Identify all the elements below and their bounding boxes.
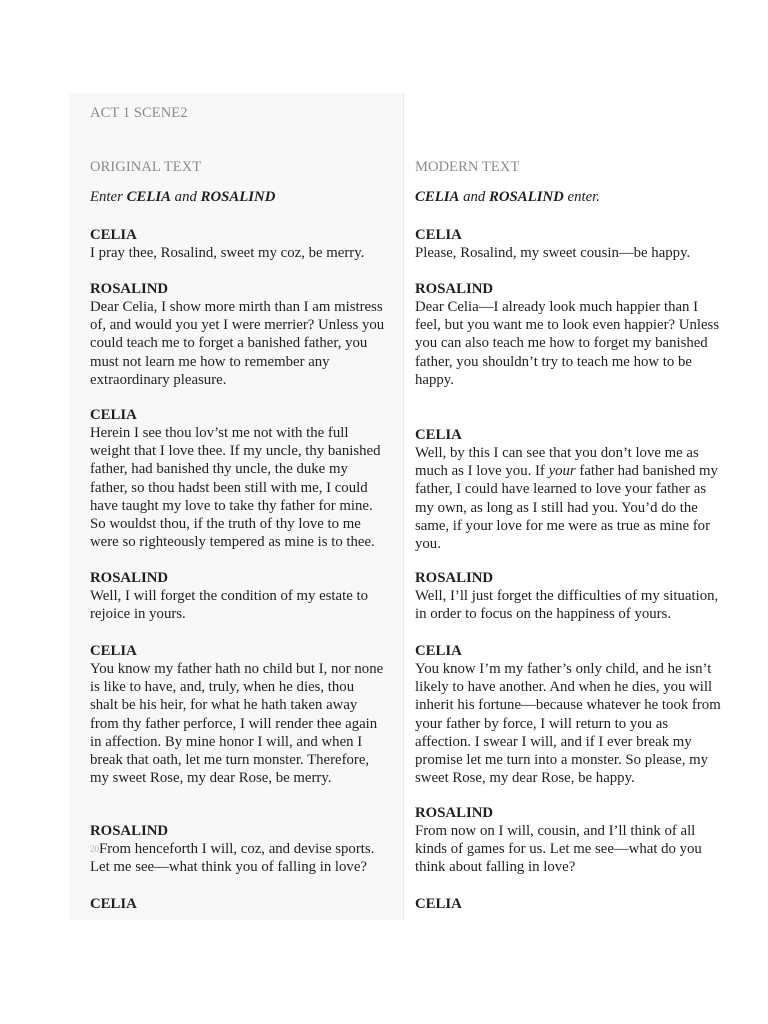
dialogue-line: your father by force, I will return to you as [415, 715, 669, 732]
modern-text-column [404, 93, 731, 920]
dialogue-line: extraordinary pleasure. [90, 371, 227, 388]
dialogue-line: father, I could have learned to love your father as [415, 481, 707, 498]
dialogue-line: you can also teach me how to forget my banished [415, 335, 708, 352]
speech-block [415, 895, 727, 913]
speech-block [415, 280, 727, 389]
speech-block [90, 822, 390, 876]
speaker-name: CELIA [90, 643, 137, 659]
dialogue-line: think about falling in love? [415, 859, 576, 876]
dialogue-line: my own, as long as I still had you. You’d do the [415, 499, 698, 516]
dialogue-line: same, if your love for me were as true as mine for [415, 517, 711, 534]
dialogue-line: happy. [415, 371, 454, 388]
dialogue-line: I pray thee, Rosalind, sweet my coz, be merry. [90, 245, 365, 261]
dialogue-line: So wouldst thou, if the truth of thy love to me [90, 516, 361, 533]
dialogue-line: Dear Celia, I show more mirth than I am mistress [90, 299, 383, 315]
dialogue-line: is like to have, and, truly, when he dies, thou [90, 679, 355, 696]
speaker-name: CELIA [415, 227, 462, 243]
dialogue-line: Well, I’ll just forget the difficulties of my situation, [415, 588, 719, 604]
original-text-heading: ORIGINAL TEXT [90, 159, 202, 175]
speaker-name: ROSALIND [415, 281, 494, 297]
original-text-column [69, 93, 403, 920]
dialogue-line: my sweet Rose, my dear Rose, be merry. [90, 770, 332, 787]
line-number: 20 [90, 844, 99, 854]
stage-direction: CELIA and ROSALIND enter. [415, 189, 600, 205]
speech-block [90, 569, 390, 623]
dialogue-line: Dear Celia—I already look much happier than I [415, 299, 699, 315]
dialogue-line: sweet Rose, my dear Rose, be happy. [415, 770, 635, 787]
speaker-name: CELIA [90, 407, 137, 423]
dialogue-line: in order to focus on the happiness of yours. [415, 606, 672, 623]
dialogue-line: father, had banished thy uncle, the duke my [90, 461, 348, 478]
speaker-name: ROSALIND [415, 570, 494, 586]
dialogue-line: feel, but you want me to look even happier? Unless [415, 317, 720, 334]
dialogue-line: inherit his fortune—because whatever he took from [415, 697, 721, 714]
speech-block [415, 226, 727, 262]
dialogue-line: Let me see—what think you of falling in love? [90, 859, 367, 876]
modern-text-heading: MODERN TEXT [415, 159, 520, 175]
dialogue-line: likely to have another. And when he dies, you will [415, 679, 713, 696]
dialogue-line: You know my father hath no child but I, nor none [90, 661, 384, 677]
speaker-name: ROSALIND [90, 823, 169, 839]
speech-block [415, 569, 727, 623]
script-page [69, 93, 731, 920]
dialogue-line: break that oath, let me turn monster. Therefore, [90, 752, 370, 769]
dialogue-line: kinds of games for us. Let me see—what do you [415, 841, 702, 858]
dialogue-line: father, so thou hadst been still with me, I could [90, 479, 368, 496]
dialogue-line: rejoice in yours. [90, 606, 186, 623]
speech-block [90, 226, 390, 262]
speaker-name: ROSALIND [415, 805, 494, 821]
dialogue-line: father, you shouldn’t try to teach me how to be [415, 353, 692, 370]
dialogue-line: you. [415, 536, 441, 553]
dialogue-line: were so righteously tempered as mine is to thee. [90, 534, 375, 551]
dialogue-line: Well, I will forget the condition of my estate to [90, 588, 368, 604]
speech-block [415, 426, 727, 553]
dialogue-line: affection. I swear I will, and if I ever break my [415, 733, 692, 750]
speaker-name: CELIA [90, 896, 137, 912]
dialogue-line: must not learn me how to remember any [90, 353, 330, 370]
speech-block [90, 642, 390, 787]
act-scene-label: ACT 1 SCENE2 [90, 105, 188, 121]
speech-block [415, 804, 727, 877]
dialogue-line: promise let me turn into a monster. So please, my [415, 752, 709, 769]
dialogue-line: much as I love you. If your father had banished my [415, 463, 718, 480]
speaker-name: ROSALIND [90, 281, 169, 297]
dialogue-line: You know I’m my father’s only child, and he isn’t [415, 661, 712, 677]
stage-direction: Enter CELIA and ROSALIND [90, 189, 276, 205]
dialogue-line: could teach me to forget a banished father, you [90, 335, 368, 352]
speaker-name: CELIA [415, 427, 462, 443]
dialogue-line: From now on I will, cousin, and I’ll think of all [415, 823, 696, 839]
dialogue-line: 20From henceforth I will, coz, and devise sports. [90, 841, 375, 857]
speaker-name: ROSALIND [90, 570, 169, 586]
speaker-name: CELIA [90, 227, 137, 243]
speech-block [90, 280, 390, 389]
speaker-name: CELIA [415, 896, 462, 912]
dialogue-line: in affection. By mine honor I will, and when I [90, 733, 363, 750]
dialogue-line: from thy father perforce, I will render thee again [90, 715, 378, 732]
speech-block [90, 895, 390, 913]
dialogue-line: weight that I love thee. If my uncle, thy banished [90, 443, 381, 460]
dialogue-line: have taught my love to take thy father for mine. [90, 497, 373, 514]
dialogue-line: Please, Rosalind, my sweet cousin—be happy. [415, 245, 691, 261]
speaker-name: CELIA [415, 643, 462, 659]
speech-block [415, 642, 727, 787]
dialogue-line: shalt be his heir, for what he hath taken away [90, 697, 358, 714]
speech-block [90, 406, 390, 551]
dialogue-line: Well, by this I can see that you don’t love me as [415, 445, 699, 461]
dialogue-line: of, and would you yet I were merrier? Unless you [90, 317, 385, 334]
dialogue-line: Herein I see thou lov’st me not with the full [90, 425, 349, 441]
